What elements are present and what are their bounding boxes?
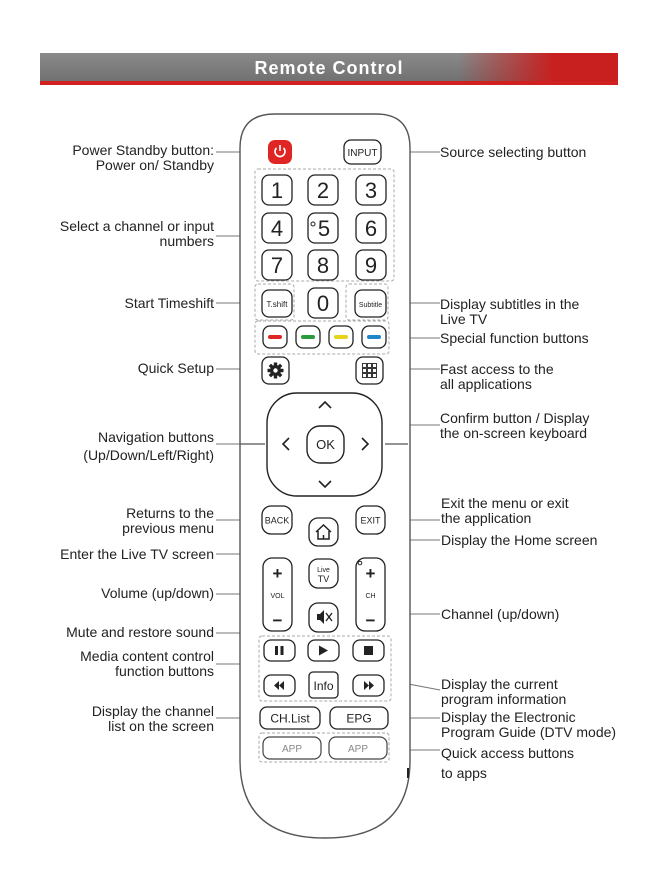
label-home: Display the Home screen	[441, 532, 598, 548]
volume-label: VOL	[270, 593, 285, 600]
label-media: Media content control function buttons	[80, 648, 214, 679]
green-bar	[301, 335, 315, 339]
digit-4: 4	[270, 216, 284, 241]
label-navigation: Navigation buttons (Up/Down/Left/Right)	[83, 429, 214, 463]
digit-7: 7	[270, 253, 284, 278]
label-info: Display the current program information	[441, 676, 567, 707]
label-source: Source selecting button	[440, 144, 587, 160]
channel-label: CH	[365, 593, 376, 600]
digit-8: 8	[316, 253, 330, 278]
ok-label: OK	[316, 437, 335, 452]
digit-3: 3	[364, 178, 378, 203]
all-apps-button[interactable]	[356, 357, 383, 384]
label-power: Power Standby button: Power on/ Standby	[72, 142, 214, 173]
label-exit: Exit the menu or exit the application	[441, 495, 569, 526]
label-numbers: Select a channel or input numbers	[59, 218, 214, 249]
digit-6: 6	[364, 216, 378, 241]
digit-5: 5	[317, 216, 331, 241]
blue-bar	[367, 335, 381, 339]
label-volume: Volume (up/down)	[101, 585, 214, 601]
label-back: Returns to the previous menu	[122, 505, 214, 536]
gear-icon	[268, 363, 284, 379]
app-2-label: APP	[347, 744, 369, 755]
live-tv-label-line2: TV	[317, 574, 330, 584]
info-label: Info	[313, 679, 334, 693]
channel-down[interactable]: −	[365, 611, 376, 630]
epg-label: EPG	[346, 711, 372, 726]
chlist-label: CH.List	[270, 711, 310, 726]
label-mute: Mute and restore sound	[66, 624, 214, 640]
volume-down[interactable]: −	[272, 611, 283, 630]
live-tv-label-line1: Live	[317, 567, 330, 574]
exit-label: EXIT	[360, 515, 381, 526]
side-notch	[407, 768, 409, 778]
home-button[interactable]	[309, 518, 338, 546]
channel-up[interactable]: +	[365, 564, 376, 583]
label-ok: Confirm button / Display the on-screen keyboard	[440, 410, 590, 441]
label-chlist: Display the channel list on the screen	[91, 703, 214, 734]
subtitle-label: Subtitle	[358, 302, 383, 309]
back-label: BACK	[264, 515, 290, 526]
digit-9: 9	[364, 253, 378, 278]
yellow-bar	[334, 335, 348, 339]
volume-up[interactable]: +	[272, 564, 283, 583]
pause-button[interactable]	[264, 640, 295, 661]
label-timeshift: Start Timeshift	[124, 295, 214, 311]
label-apps: Fast access to the all applications	[440, 361, 554, 392]
digit-0: 0	[316, 291, 330, 316]
label-livetv: Enter the Live TV screen	[60, 546, 214, 562]
digit-2: 2	[316, 178, 330, 203]
stop-icon	[364, 646, 373, 655]
red-bar	[268, 335, 282, 339]
label-special: Special function buttons	[440, 330, 589, 346]
label-channel: Channel (up/down)	[441, 606, 560, 622]
power-button[interactable]	[268, 140, 292, 164]
label-epg: Display the Electronic Program Guide (DTV mode)	[441, 709, 617, 740]
page-title: Remote Control	[254, 58, 404, 78]
tshift-label: T.shift	[266, 300, 288, 309]
input-button-label: INPUT	[347, 148, 378, 159]
label-quick-setup: Quick Setup	[137, 360, 214, 376]
digit-1: 1	[270, 178, 284, 203]
label-quick-apps: Quick access buttons to apps	[441, 745, 575, 781]
app-1-label: APP	[281, 744, 303, 755]
label-subtitle: Display subtitles in the Live TV	[440, 296, 580, 327]
